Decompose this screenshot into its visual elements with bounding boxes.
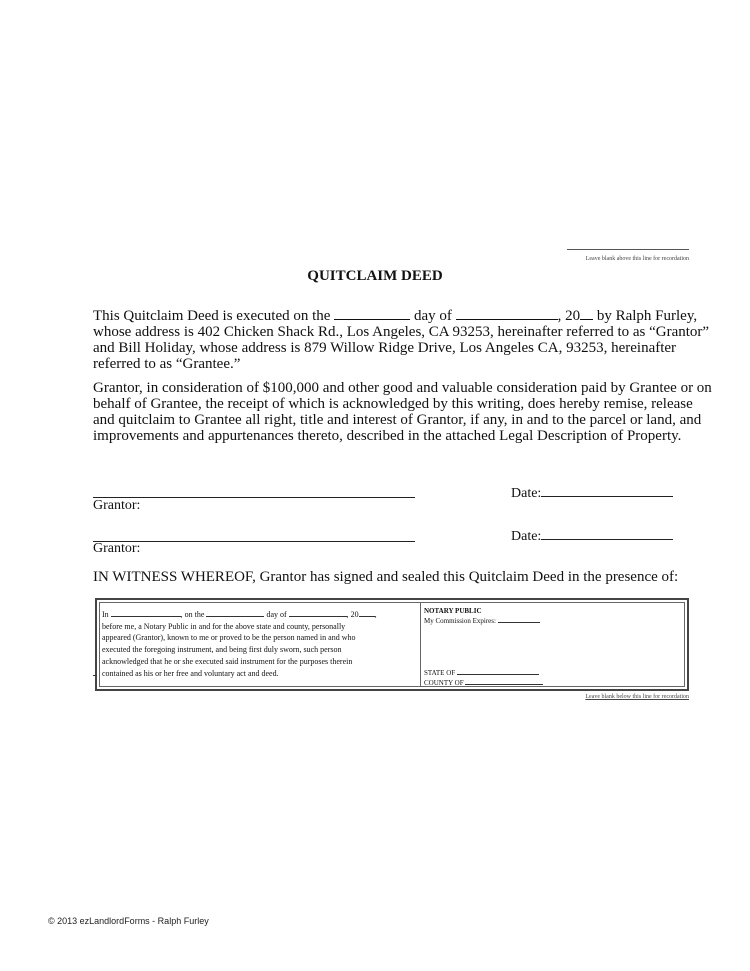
notary-line-6: contained as his or her free and voluntary act and deed. bbox=[102, 668, 279, 678]
date-blank-1[interactable] bbox=[541, 484, 673, 497]
grantor-label-1: Grantor: bbox=[93, 498, 141, 513]
intro-line-3: and Bill Holiday, whose address is 879 Willow Ridge Drive, Los Angeles CA, 93253, hereinafter bbox=[93, 340, 677, 356]
notary-line-1: In , on the day of , 20 , bbox=[102, 610, 377, 619]
notary-day-blank[interactable] bbox=[206, 609, 264, 617]
recordation-note-top: Leave blank above this line for recordation bbox=[585, 256, 689, 262]
notary-line-3: appeared (Grantor), known to me or proved to be the person named in and who bbox=[102, 633, 356, 643]
notary-divider bbox=[420, 603, 421, 686]
date-field-2[interactable]: Date: bbox=[511, 527, 673, 545]
intro-paragraph bbox=[93, 308, 710, 372]
notary-inner-frame bbox=[99, 602, 685, 687]
date-field-1[interactable]: Date: bbox=[511, 484, 673, 502]
grantor-label-2: Grantor: bbox=[93, 541, 141, 556]
notary-public-panel bbox=[424, 606, 686, 688]
notary-public-title: NOTARY PUBLIC bbox=[424, 607, 482, 615]
witness-statement: IN WITNESS WHEREOF, Grantor has signed and sealed this Quitclaim Deed in the presence of: bbox=[93, 569, 679, 585]
consideration-line-2: behalf of Grantee, the receipt of which is acknowledged by this writing, does hereby remise, release bbox=[93, 396, 693, 412]
state-field[interactable]: STATE OF bbox=[424, 668, 686, 678]
date-blank-2[interactable] bbox=[541, 527, 673, 540]
recordation-note-bottom: Leave blank below this line for recordation bbox=[585, 694, 689, 700]
notary-acknowledgment-box bbox=[95, 598, 689, 691]
notary-year-blank[interactable] bbox=[359, 609, 375, 617]
execution-day-blank[interactable] bbox=[334, 308, 410, 320]
execution-month-blank[interactable] bbox=[456, 308, 558, 320]
notary-margin-mark bbox=[93, 675, 97, 676]
grantor-signature-line-2[interactable] bbox=[93, 541, 415, 542]
recordation-line-top bbox=[567, 249, 689, 250]
state-blank[interactable] bbox=[457, 668, 539, 675]
intro-line-2: whose address is 402 Chicken Shack Rd., Los Angeles, CA 93253, hereinafter referred to as “Grantor” bbox=[93, 324, 710, 340]
commission-expires-field[interactable]: My Commission Expires: bbox=[424, 616, 686, 626]
consideration-line-3: and quitclaim to Grantee all right, title and interest of Grantor, if any, in and to the parcel or land, and bbox=[93, 412, 702, 428]
county-field[interactable]: COUNTY OF bbox=[424, 678, 686, 688]
consideration-line-1: Grantor, in consideration of $100,000 and other good and valuable consideration paid by Grantee or on bbox=[93, 380, 712, 396]
county-blank[interactable] bbox=[465, 678, 543, 685]
notary-line-2: before me, a Notary Public in and for the above state and county, personally bbox=[102, 621, 346, 631]
commission-blank[interactable] bbox=[498, 616, 540, 623]
notary-place-blank[interactable] bbox=[111, 609, 181, 617]
notary-line-5: acknowledged that he or she executed said instrument for the purposes therein bbox=[102, 656, 353, 666]
intro-line-1: This Quitclaim Deed is executed on the day of , 20 by Ralph Furley, bbox=[93, 308, 698, 324]
notary-line-4: executed the foregoing instrument, and being first duly sworn, such person bbox=[102, 645, 342, 655]
notary-acknowledgment-text bbox=[102, 609, 416, 679]
grantor-signature-line-1[interactable] bbox=[93, 497, 415, 498]
notary-month-blank[interactable] bbox=[289, 609, 347, 617]
intro-line-4: referred to as “Grantee.” bbox=[93, 356, 241, 372]
consideration-line-4: improvements and appurtenances thereto, described in the attached Legal Description of Property. bbox=[93, 428, 682, 444]
document-title: QUITCLAIM DEED bbox=[307, 268, 443, 284]
copyright-footer: © 2013 ezLandlordForms - Ralph Furley bbox=[48, 916, 209, 926]
execution-year-blank[interactable] bbox=[580, 308, 593, 320]
consideration-paragraph bbox=[93, 380, 712, 444]
